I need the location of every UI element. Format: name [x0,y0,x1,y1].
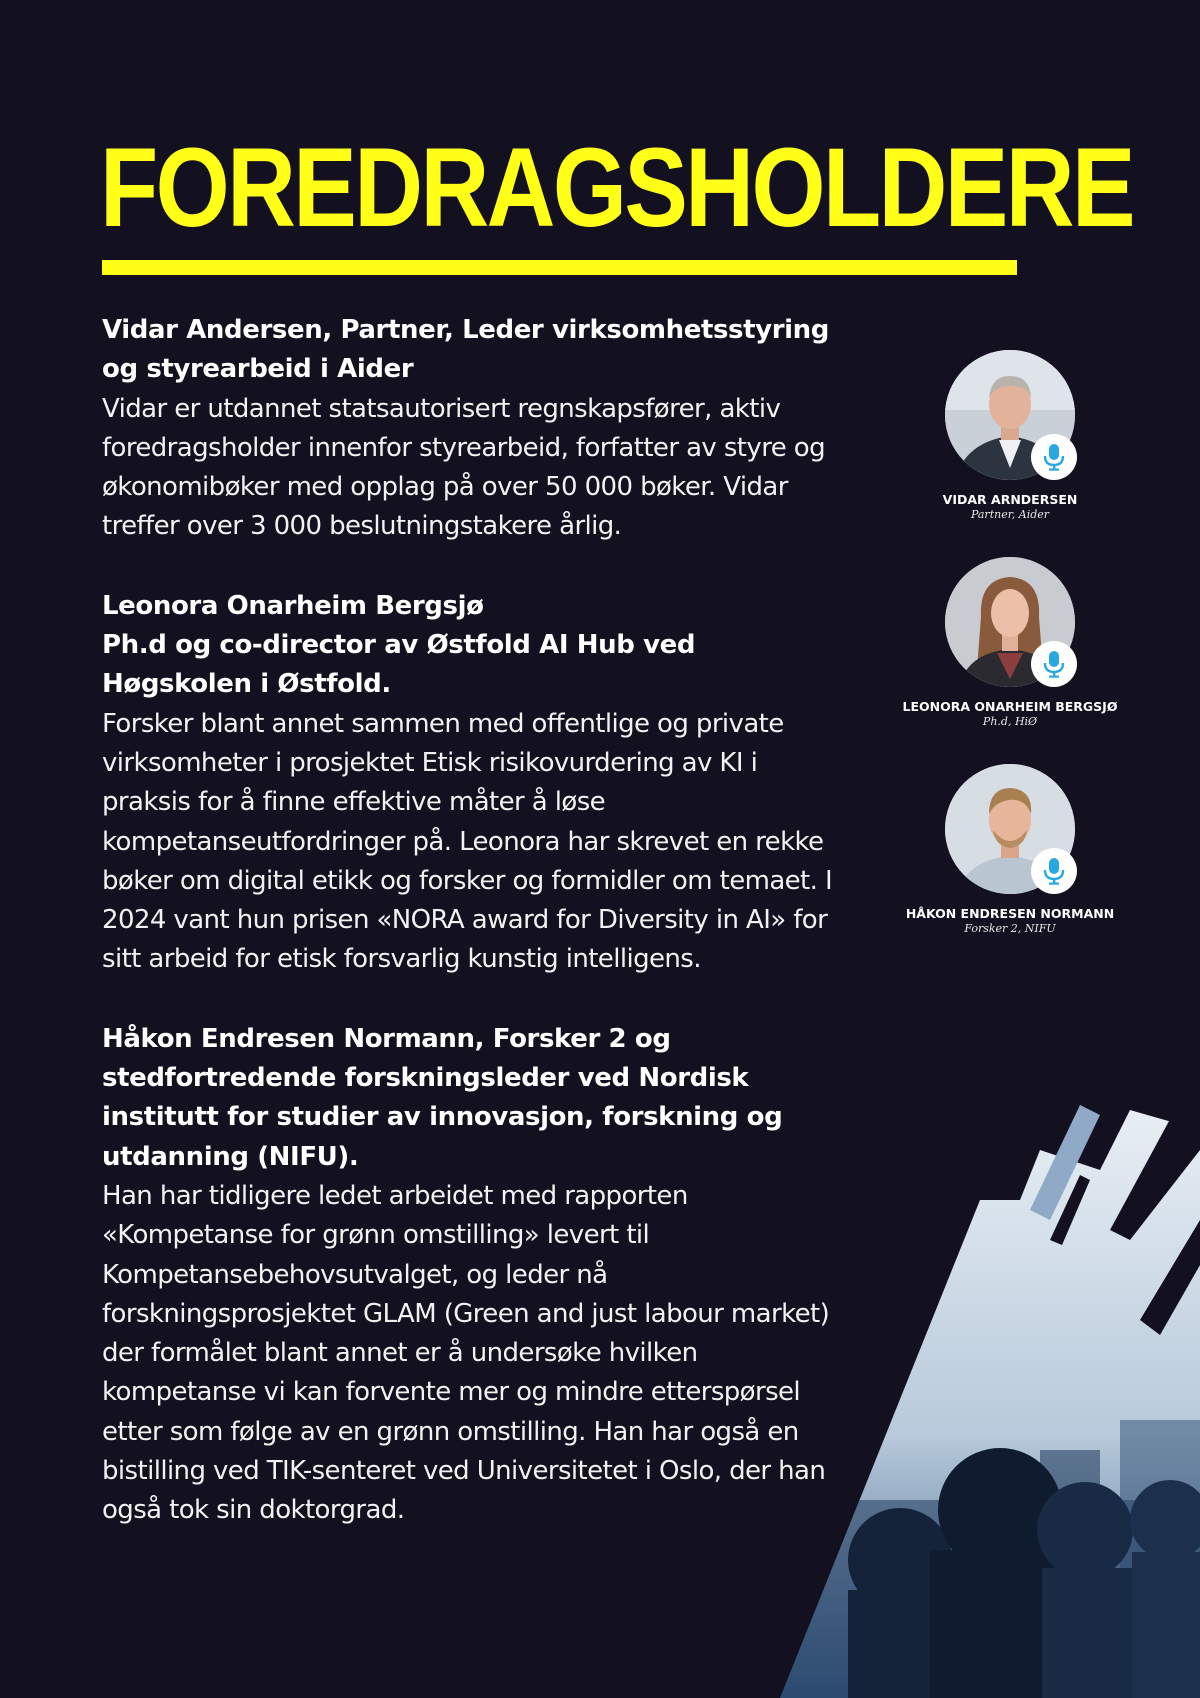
speaker-role: Ph.d, HiØ [982,715,1038,728]
title-underline [102,260,1017,275]
bio-column [102,311,842,1571]
speaker-card-leonora [880,557,1140,728]
bio-text: Han har tidligere ledet arbeidet med rapporten «Kompetanse for grønn omstilling» levert til Kompetansebehovsutvalget, og leder nå forskningsprosjektet GLAM (Green and just labour market) der formålet blant annet er å undersøke hvilken kompetanse vi kan forvente mer og mindre etterspørsel etter som følge av en grønn omstilling. Han har også en bistilling ved TIK-senteret ved Universitetet i Oslo, der han også tok sin doktorgrad. [102,1180,830,1526]
speaker-name: VIDAR ARNDERSEN [942,492,1078,507]
microphone-icon [1031,434,1077,480]
bio-heading-name: Leonora Onarheim Bergsjø [102,590,484,621]
speaker-card-hakon [880,764,1140,935]
decorative-city-graphic [780,1090,1200,1698]
speaker-role: Partner, Aider [970,508,1050,521]
bio-text: Vidar er utdannet statsautorisert regnskapsfører, aktiv foredragsholder innenfor styrearbeid, forfatter av styre og økonomibøker med opplag på over 50 000 bøker. Vidar treffer over 3 000 beslutningstakere årlig. [102,393,825,542]
avatar-wrap [945,557,1075,687]
speaker-name: LEONORA ONARHEIM BERGSJØ [902,699,1118,714]
speaker-name: HÅKON ENDRESEN NORMANN [905,906,1115,921]
avatar-wrap [945,764,1075,894]
bio-heading-title: Ph.d og co-director av Østfold AI Hub ved Høgskolen i Østfold. [102,630,696,700]
speaker-role: Forsker 2, NIFU [964,922,1056,935]
avatar-wrap [945,350,1075,480]
microphone-icon [1031,641,1077,687]
page-title: FOREDRAGSHOLDERE [100,125,1133,250]
bio-text: Forsker blant annet sammen med offentlige og private virksomheter i prosjektet Etisk risikovurdering av KI i praksis for å finne effektive måter å løse kompetanseutfordringer på. Leonora har skrevet en rekke bøker om digital etikk og forsker og formidler om temaet. I 2024 vant hun prisen «NORA award for Diversity in AI» for sitt arbeid for etisk forsvarlig kunstig intelligens. [102,708,833,975]
speaker-card-vidar [880,350,1140,521]
bio-hakon-normann [102,1020,842,1531]
bio-heading: Vidar Andersen, Partner, Leder virksomhetsstyring og styrearbeid i Aider [102,315,829,385]
microphone-icon [1031,848,1077,894]
bio-heading: Håkon Endresen Normann, Forsker 2 og stedfortredende forskningsleder ved Nordisk institutt for studier av innovasjon, forskning og utdanning (NIFU). [102,1023,783,1172]
bio-leonora-bergsjo [102,587,842,980]
bio-vidar-andersen [102,311,842,547]
